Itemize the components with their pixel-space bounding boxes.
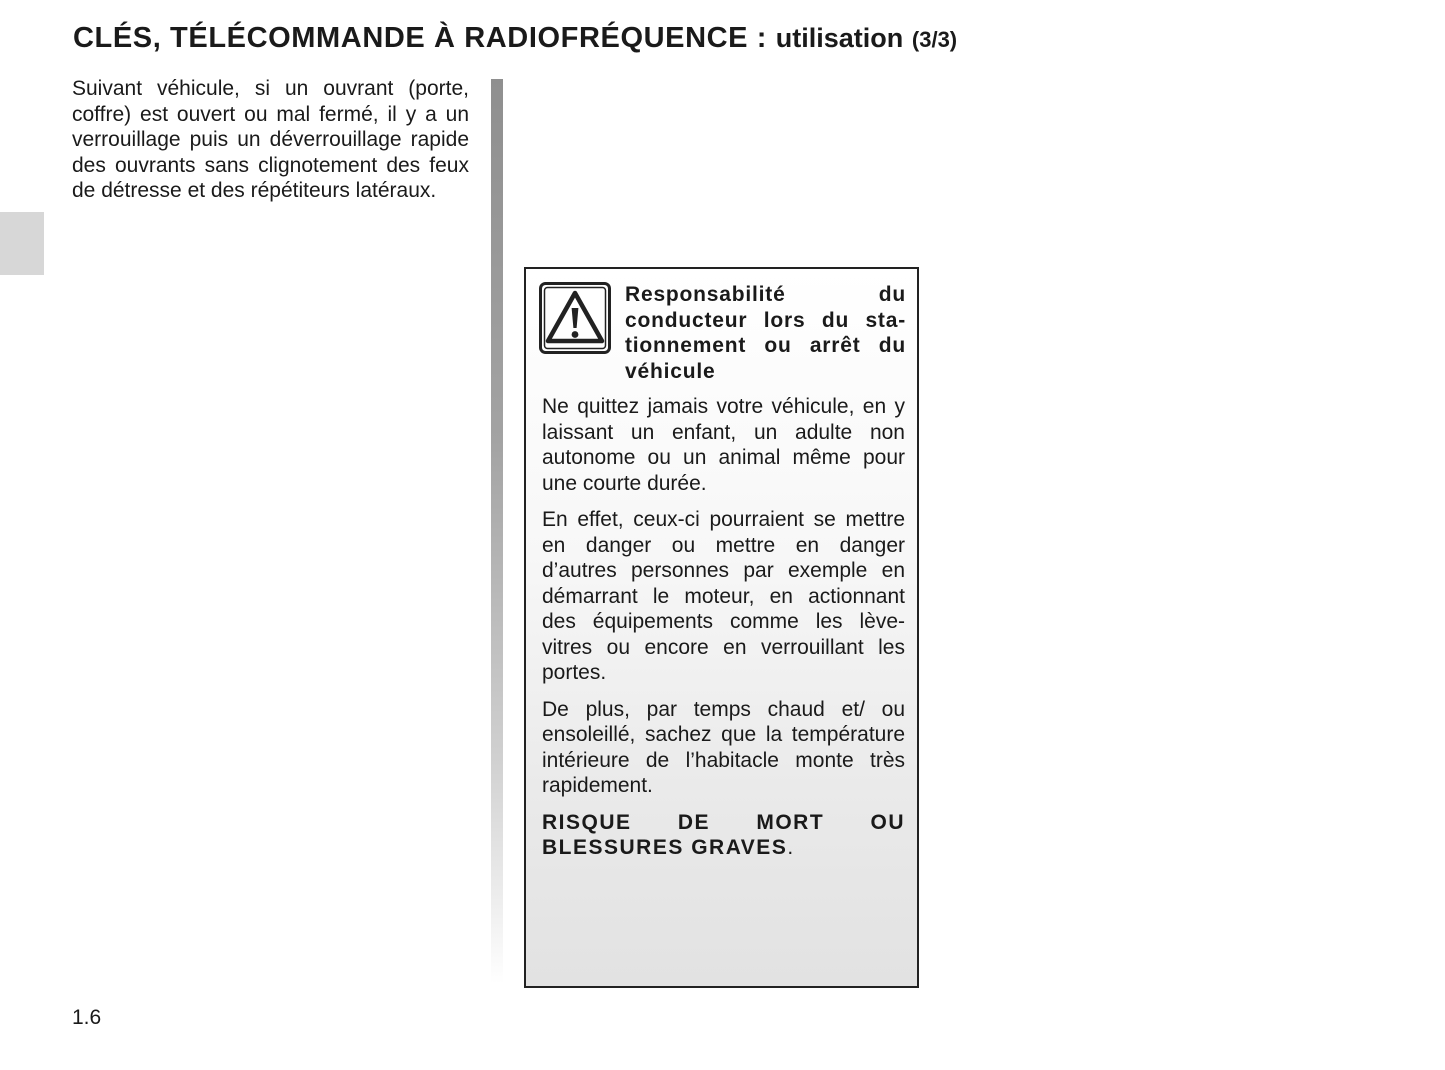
column-divider — [491, 79, 503, 984]
intro-paragraph: Suivant véhicule, si un ouvrant (porte, coffre) est ouvert ou mal fermé, il y a un verrouillage puis un déverrouillage rapide des ouvrants sans clignotement des feux de détresse et des répétiteurs latéraux. — [72, 77, 469, 202]
warning-paragraph: De plus, par temps chaud et/ ou ensoleillé, sachez que la température intérieure de l’habitacle monte très rapidement. — [542, 697, 905, 797]
title-sub: utilisation — [775, 23, 904, 53]
risk-text: RISQUE DE MORT OU BLESSURES GRAVES — [542, 810, 905, 859]
warning-box — [524, 267, 919, 988]
warning-triangle-icon — [539, 282, 611, 354]
warning-heading: Responsabilité du conducteur lors du sta- tionnement ou arrêt du véhicule — [625, 283, 906, 383]
section-tab-marker — [0, 212, 44, 275]
title-count: (3/3) — [911, 27, 958, 52]
title-main: CLÉS, TÉLÉCOMMANDE À RADIOFRÉQUENCE : — [73, 22, 768, 54]
risk-end: . — [787, 836, 794, 859]
page-number: 1.6 — [72, 1006, 102, 1029]
warning-body — [542, 394, 905, 872]
risk-warning — [542, 810, 905, 861]
page-title — [73, 22, 1373, 55]
warning-paragraph: En effet, ceux-ci pourraient se mettre en danger ou mettre en danger d’autres personnes par exemple en démarrant le moteur, en actionnant des équipements comme les lève-vitres ou encore en verrouillant les portes. — [542, 508, 905, 684]
warning-paragraph: Ne quittez jamais votre véhicule, en y laissant un enfant, un adulte non autonome ou un animal même pour une courte durée. — [542, 395, 905, 495]
